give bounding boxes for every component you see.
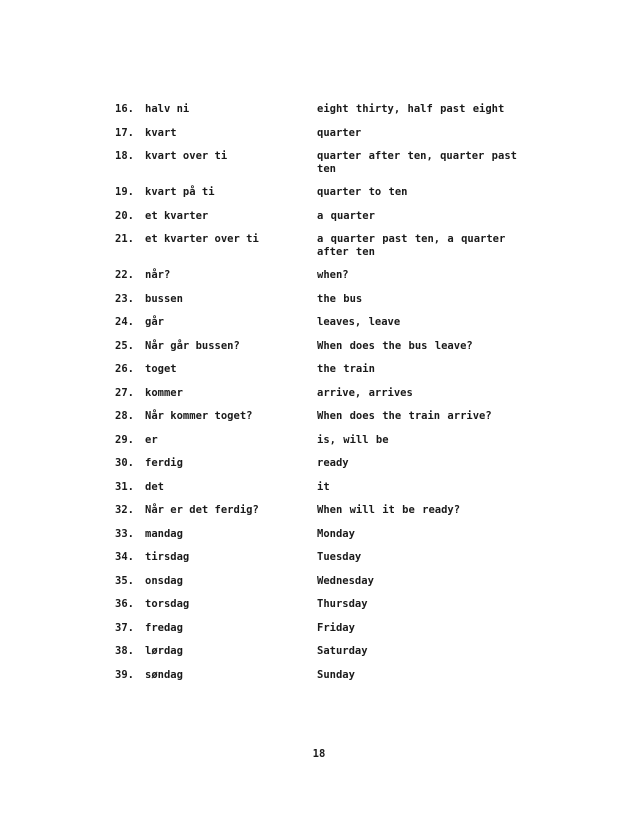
english-gloss: it (317, 480, 330, 493)
vocabulary-row (0, 103, 638, 127)
item-number: 22. (115, 269, 134, 281)
item-number: 30. (115, 457, 134, 469)
norwegian-term: går (145, 316, 164, 328)
item-number: 20. (115, 209, 134, 222)
vocabulary-row (0, 127, 638, 151)
vocabulary-list (0, 103, 638, 692)
english-gloss: quarter to ten (317, 186, 408, 198)
vocabulary-row (0, 340, 638, 364)
norwegian-term: Når går bussen? (145, 339, 240, 352)
item-number: 18. (115, 150, 134, 162)
vocabulary-row (0, 186, 638, 210)
vocabulary-row (0, 457, 638, 481)
vocabulary-row (0, 598, 638, 622)
item-number: 28. (115, 410, 134, 422)
vocabulary-row (0, 551, 638, 575)
item-number: 38. (115, 645, 134, 657)
english-gloss: quarter (317, 126, 362, 139)
english-gloss: arrive, arrives (317, 386, 413, 399)
vocabulary-row (0, 504, 638, 528)
english-gloss: Monday (317, 527, 355, 540)
vocabulary-row (0, 363, 638, 387)
item-number: 32. (115, 504, 134, 516)
english-gloss: when? (317, 269, 349, 281)
english-gloss: is, will be (317, 433, 389, 446)
vocabulary-row (0, 669, 638, 693)
item-number: 27. (115, 386, 134, 399)
english-gloss: leaves, leave (317, 316, 401, 328)
vocabulary-row (0, 269, 638, 293)
norwegian-term: et kvarter (145, 209, 209, 222)
item-number: 26. (115, 363, 134, 375)
vocabulary-row (0, 622, 638, 646)
english-gloss: a quarter past ten, a quarter after ten (317, 233, 506, 258)
norwegian-term: toget (145, 363, 177, 375)
item-number: 29. (115, 433, 134, 446)
item-number: 21. (115, 233, 134, 245)
norwegian-term: når? (145, 269, 171, 281)
vocabulary-row (0, 481, 638, 505)
english-gloss: a quarter (317, 209, 375, 222)
item-number: 35. (115, 574, 134, 587)
item-number: 23. (115, 292, 134, 305)
item-number: 24. (115, 316, 134, 328)
norwegian-term: kvart over ti (145, 150, 228, 162)
english-gloss: the bus (317, 292, 363, 305)
item-number: 39. (115, 668, 134, 681)
norwegian-term: halv ni (145, 103, 190, 115)
english-gloss: Wednesday (317, 574, 374, 587)
english-gloss: ready (317, 457, 349, 469)
norwegian-term: Når er det ferdig? (145, 504, 259, 516)
norwegian-term: onsdag (145, 574, 183, 587)
vocabulary-row (0, 387, 638, 411)
english-gloss: the train (317, 363, 375, 375)
item-number: 37. (115, 621, 134, 634)
norwegian-term: fredag (145, 621, 183, 634)
vocabulary-row (0, 293, 638, 317)
english-gloss: When will it be ready? (317, 504, 461, 516)
item-number: 17. (115, 126, 134, 139)
norwegian-term: er (145, 433, 158, 446)
norwegian-term: Når kommer toget? (145, 410, 253, 422)
item-number: 19. (115, 186, 134, 198)
norwegian-term: kvart på ti (145, 186, 215, 198)
norwegian-term: tirsdag (145, 551, 190, 563)
item-number: 31. (115, 480, 134, 493)
english-gloss: Sunday (317, 668, 355, 681)
item-number: 25. (115, 339, 134, 352)
norwegian-term: lørdag (145, 645, 183, 657)
vocabulary-row (0, 410, 638, 434)
english-gloss: Saturday (317, 645, 368, 657)
item-number: 36. (115, 598, 134, 610)
item-number: 16. (115, 103, 134, 115)
english-gloss: When does the train arrive? (317, 410, 492, 422)
norwegian-term: ferdig (145, 457, 183, 469)
english-gloss: When does the bus leave? (317, 339, 473, 352)
english-gloss: quarter after ten, quarter past ten (317, 150, 517, 175)
vocabulary-row (0, 434, 638, 458)
norwegian-term: søndag (145, 668, 183, 681)
vocabulary-row (0, 316, 638, 340)
english-gloss: Friday (317, 621, 355, 634)
item-number: 34. (115, 551, 134, 563)
norwegian-term: mandag (145, 527, 183, 540)
vocabulary-row (0, 233, 638, 269)
page-number: 18 (312, 748, 326, 760)
norwegian-term: det (145, 480, 164, 493)
vocabulary-row (0, 150, 638, 186)
norwegian-term: bussen (145, 292, 183, 305)
norwegian-term: kvart (145, 126, 177, 139)
vocabulary-row (0, 645, 638, 669)
vocabulary-row (0, 210, 638, 234)
english-gloss: Thursday (317, 598, 368, 610)
english-gloss: eight thirty, half past eight (317, 103, 505, 115)
vocabulary-row (0, 528, 638, 552)
norwegian-term: kommer (145, 386, 183, 399)
item-number: 33. (115, 527, 134, 540)
english-gloss: Tuesday (317, 551, 362, 563)
norwegian-term: torsdag (145, 598, 190, 610)
norwegian-term: et kvarter over ti (145, 233, 259, 245)
vocabulary-row (0, 575, 638, 599)
